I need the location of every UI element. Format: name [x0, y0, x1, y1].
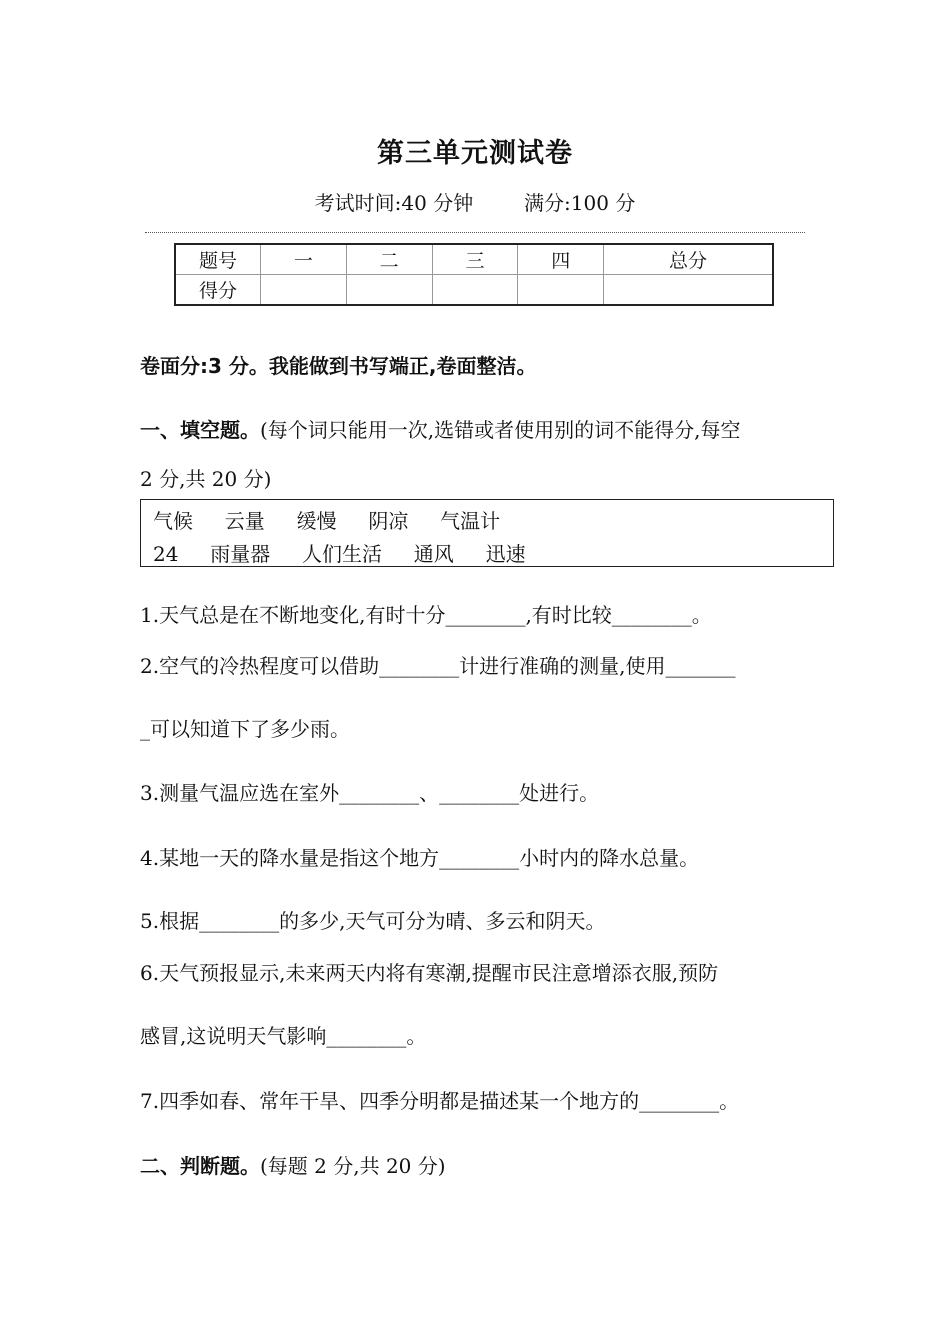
- score-cell-4[interactable]: [518, 275, 604, 306]
- page-title: 第三单元测试卷: [377, 138, 573, 169]
- question-1: 1.天气总是在不断地变化,有时十分________,有时比较________。: [140, 603, 712, 627]
- word-bank-row-2: 24 雨量器 人们生活 通风 迅速: [153, 542, 526, 566]
- question-6-line1: 6.天气预报显示,未来两天内将有寒潮,提醒市民注意增添衣服,预防: [140, 961, 719, 985]
- section1-title: 一、填空题。: [140, 418, 260, 442]
- score-cell-3[interactable]: [432, 275, 518, 306]
- score-header-label: 题号: [175, 244, 261, 275]
- score-table-header-row: [175, 244, 773, 275]
- question-6-line2: 感冒,这说明天气影响________。: [140, 1024, 427, 1048]
- score-table: [174, 243, 774, 306]
- word-bank: [140, 499, 834, 567]
- question-7: 7.四季如春、常年干旱、四季分明都是描述某一个地方的________。: [140, 1089, 740, 1113]
- section1-note: (每个词只能用一次,选错或者使用别的词不能得分,每空: [260, 418, 741, 442]
- score-header-total: 总分: [604, 244, 773, 275]
- score-row-label: 得分: [175, 275, 261, 306]
- section2-heading: [140, 1150, 446, 1179]
- section1-note-line2: 2 分,共 20 分): [140, 467, 272, 491]
- section1-heading: [140, 414, 741, 443]
- score-header-3: 三: [432, 244, 518, 275]
- question-4: 4.某地一天的降水量是指这个地方________小时内的降水总量。: [140, 846, 700, 870]
- section2-note: (每题 2 分,共 20 分): [260, 1154, 446, 1178]
- neatness-note: 卷面分:3 分。我能做到书写端正,卷面整洁。: [140, 354, 537, 378]
- score-header-2: 二: [346, 244, 432, 275]
- score-cell-2[interactable]: [346, 275, 432, 306]
- word-bank-row-1: 气候 云量 缓慢 阴凉 气温计: [153, 509, 501, 533]
- question-2-line2: _可以知道下了多少雨。: [140, 717, 350, 741]
- question-2-line1: 2.空气的冷热程度可以借助________计进行准确的测量,使用_______: [140, 654, 736, 678]
- score-table-score-row: [175, 275, 773, 306]
- section2-title: 二、判断题。: [140, 1154, 260, 1178]
- score-cell-1[interactable]: [261, 275, 347, 306]
- question-5: 5.根据________的多少,天气可分为晴、多云和阴天。: [140, 909, 606, 933]
- dotted-divider: [145, 232, 805, 233]
- score-header-4: 四: [518, 244, 604, 275]
- exam-info: 考试时间:40 分钟 满分:100 分: [314, 191, 636, 215]
- question-3: 3.测量气温应选在室外________、________处进行。: [140, 781, 600, 805]
- score-header-1: 一: [261, 244, 347, 275]
- score-cell-total[interactable]: [604, 275, 773, 306]
